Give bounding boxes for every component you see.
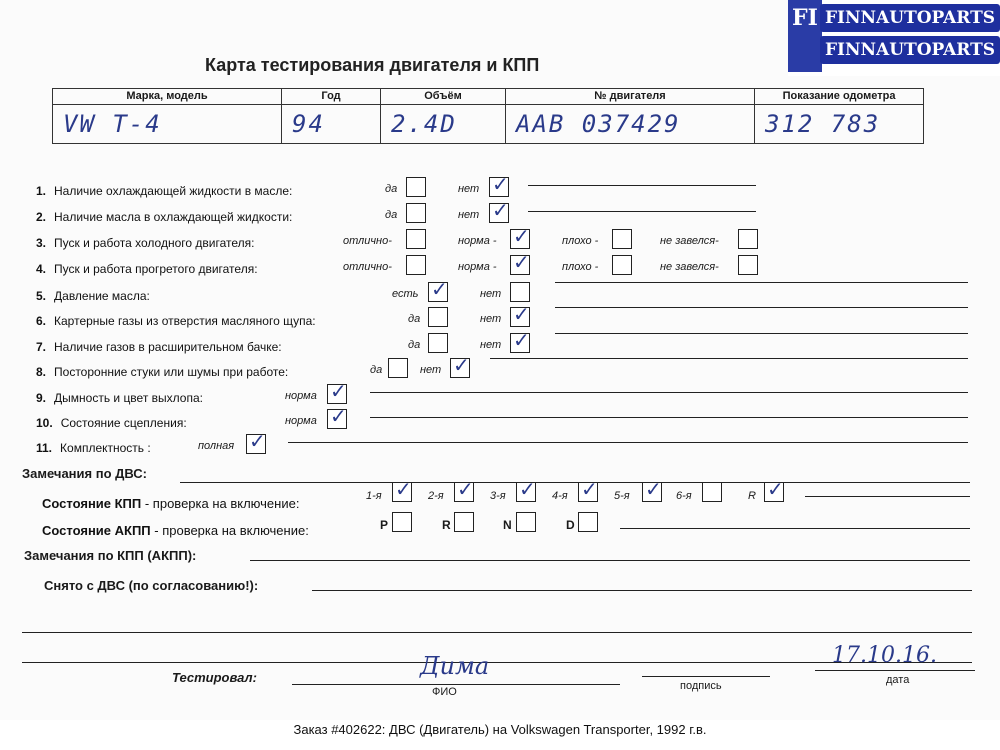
gear-checkbox[interactable]: [454, 477, 474, 502]
order-caption: Заказ #402622: ДВС (Двигатель) на Volkswagen Transporter, 1992 г.в.: [293, 722, 707, 737]
option-label: нет: [480, 288, 502, 300]
notes-line: [528, 185, 756, 186]
removed-line-2: [22, 632, 972, 633]
checkmark-icon: ✓: [330, 404, 347, 428]
row-text: Комплектность :: [60, 441, 151, 455]
gear-checkbox[interactable]: [392, 477, 412, 502]
form-title: Карта тестирования двигателя и КПП: [205, 55, 540, 75]
checklist-row-label: [36, 289, 150, 303]
row-text: Дымность и цвет выхлопа:: [54, 391, 203, 405]
option-checkbox[interactable]: [738, 255, 758, 275]
row-number: 10.: [36, 416, 53, 430]
notes-line: [555, 307, 968, 308]
value-odometer: 312 783: [755, 105, 924, 144]
gearbox-label-bold: Состояние КПП: [42, 496, 142, 511]
remarks-engine-line: [180, 482, 970, 483]
gearbox-line: [805, 496, 970, 497]
option-label: плохо -: [562, 261, 599, 273]
logo-tag-top: FINNAUTOPARTS: [820, 4, 1000, 32]
option-label: норма: [285, 390, 317, 402]
removed-line-1: [312, 590, 972, 591]
logo-tag-bottom: FINNAUTOPARTS: [820, 36, 1000, 64]
checklist-row-label: [36, 416, 187, 430]
checkmark-icon: ✓: [249, 429, 266, 453]
option-label: полная: [198, 440, 235, 452]
auto-gearbox-label-bold: Состояние АКПП: [42, 523, 151, 538]
tested-by-label: Тестировал:: [172, 670, 257, 685]
removed-label: Снято с ДВС (по согласованию!):: [44, 578, 259, 593]
col-volume: Объём: [381, 89, 506, 105]
option-checkbox[interactable]: [450, 353, 470, 378]
option-label: да: [408, 339, 421, 351]
col-make-model: Марка, модель: [53, 89, 282, 105]
row-number: 6.: [36, 314, 47, 328]
gear-label: R: [748, 490, 756, 502]
option-label: отлично-: [343, 235, 392, 247]
option-checkbox[interactable]: [738, 229, 758, 249]
option-checkbox[interactable]: [510, 282, 530, 302]
option-checkbox[interactable]: [489, 172, 509, 197]
gear-label: 4-я: [552, 490, 568, 502]
option-checkbox[interactable]: [510, 328, 530, 353]
value-year: 94: [282, 105, 381, 144]
option-checkbox[interactable]: [246, 429, 266, 454]
auto-gearbox-line: [620, 528, 970, 529]
option-checkbox[interactable]: [510, 302, 530, 327]
date-caption: дата: [886, 674, 910, 686]
option-label: да: [370, 364, 383, 376]
notes-line: [555, 282, 968, 283]
removed-line-3: [22, 662, 972, 663]
tester-name-value: Дима: [420, 652, 490, 680]
checklist-row-label: [36, 365, 288, 379]
finnautoparts-logo: [788, 0, 1000, 76]
name-line: [292, 684, 620, 685]
notes-line: [528, 211, 756, 212]
remarks-gearbox-label: Замечания по КПП (АКПП):: [24, 548, 197, 563]
vehicle-header-table: [52, 88, 924, 144]
option-label: не завелся-: [660, 261, 719, 273]
option-checkbox[interactable]: [428, 307, 448, 327]
gear-label: 1-я: [366, 490, 382, 502]
date-value: 17.10.16.: [832, 643, 937, 668]
akpp-position-label: N: [503, 518, 512, 532]
remarks-engine-label: Замечания по ДВС:: [22, 466, 147, 481]
fio-caption: ФИО: [432, 686, 457, 698]
gear-label: 2-я: [428, 490, 444, 502]
auto-gearbox-label: [42, 523, 309, 538]
option-checkbox[interactable]: [428, 333, 448, 353]
gear-checkbox[interactable]: [516, 477, 536, 502]
option-label: да: [385, 209, 398, 221]
row-text: Наличие газов в расширительном бачке:: [54, 340, 282, 354]
option-label: норма: [285, 415, 317, 427]
checklist-row-label: [36, 314, 316, 328]
option-checkbox[interactable]: [510, 224, 530, 249]
row-text: Посторонние стуки или шумы при работе:: [54, 365, 289, 379]
option-label: нет: [480, 339, 502, 351]
row-text: Пуск и работа холодного двигателя:: [54, 236, 255, 250]
option-label: нет: [458, 209, 480, 221]
col-engine-number: № двигателя: [506, 89, 755, 105]
col-odometer: Показание одометра: [755, 89, 924, 105]
akpp-position-label: D: [566, 518, 575, 532]
row-number: 7.: [36, 340, 47, 354]
gearbox-label: [42, 496, 299, 511]
gear-checkbox[interactable]: [642, 477, 662, 502]
checkmark-icon: ✓: [519, 477, 536, 501]
checkmark-icon: ✓: [431, 277, 448, 301]
checklist-row-label: [36, 236, 254, 250]
row-number: 4.: [36, 262, 47, 276]
checkmark-icon: ✓: [492, 172, 509, 196]
logo-stub: FI: [788, 0, 822, 72]
notes-line: [490, 358, 968, 359]
option-checkbox[interactable]: [612, 255, 632, 275]
option-checkbox[interactable]: [510, 250, 530, 275]
option-label: плохо -: [562, 235, 599, 247]
notes-line: [555, 333, 968, 334]
notes-line: [370, 417, 968, 418]
checkmark-icon: ✓: [513, 250, 530, 274]
row-text: Состояние сцепления:: [60, 416, 187, 430]
checklist-row-label: [36, 262, 258, 276]
col-year: Год: [282, 89, 381, 105]
value-engine-number: AAB 037429: [506, 105, 755, 144]
option-checkbox[interactable]: [428, 277, 448, 302]
checkmark-icon: ✓: [330, 379, 347, 403]
option-checkbox[interactable]: [406, 255, 426, 275]
akpp-checkbox[interactable]: [392, 512, 412, 532]
option-label: отлично-: [343, 261, 392, 273]
option-checkbox[interactable]: [406, 203, 426, 223]
akpp-position-label: P: [380, 518, 389, 532]
akpp-checkbox[interactable]: [516, 512, 536, 532]
value-make-model: VW T-4: [53, 105, 282, 144]
option-label: есть: [392, 288, 419, 300]
row-number: 1.: [36, 184, 47, 198]
checklist-row-label: [36, 210, 292, 224]
checkmark-icon: ✓: [513, 302, 530, 326]
checkmark-icon: ✓: [513, 224, 530, 248]
gear-label: 6-я: [676, 490, 692, 502]
option-checkbox[interactable]: [327, 379, 347, 404]
row-number: 5.: [36, 289, 47, 303]
row-text: Пуск и работа прогретого двигателя:: [54, 262, 258, 276]
row-text: Наличие масла в охлаждающей жидкости:: [54, 210, 293, 224]
option-checkbox[interactable]: [327, 404, 347, 429]
option-label: нет: [420, 364, 442, 376]
checkmark-icon: ✓: [395, 477, 412, 501]
gear-checkbox[interactable]: [764, 477, 784, 502]
gear-label: 5-я: [614, 490, 630, 502]
row-text: Картерные газы из отверстия масляного щупа:: [54, 314, 316, 328]
checkmark-icon: ✓: [453, 353, 470, 377]
signature-caption: подпись: [680, 680, 722, 692]
option-checkbox[interactable]: [612, 229, 632, 249]
akpp-position-label: R: [442, 518, 451, 532]
gear-checkbox[interactable]: [578, 477, 598, 502]
option-label: норма -: [458, 235, 497, 247]
value-volume: 2.4D: [381, 105, 506, 144]
option-label: норма -: [458, 261, 497, 273]
checklist-row-label: [36, 441, 151, 455]
checklist-row-label: [36, 184, 292, 198]
checkmark-icon: ✓: [581, 477, 598, 501]
remarks-gearbox-line: [250, 560, 970, 561]
checkmark-icon: ✓: [513, 328, 530, 352]
option-checkbox[interactable]: [406, 229, 426, 249]
gear-checkbox[interactable]: [702, 482, 722, 502]
checkmark-icon: ✓: [457, 477, 474, 501]
gearbox-label-rest: - проверка на включение:: [141, 496, 300, 511]
option-checkbox[interactable]: [489, 198, 509, 223]
row-number: 8.: [36, 365, 47, 379]
checklist-row-label: [36, 340, 282, 354]
row-text: Наличие охлаждающей жидкости в масле:: [54, 184, 293, 198]
option-checkbox[interactable]: [406, 177, 426, 197]
checklist-row-label: [36, 391, 203, 405]
auto-gearbox-label-rest: - проверка на включение:: [150, 523, 309, 538]
date-line: [815, 670, 975, 671]
akpp-checkbox[interactable]: [578, 512, 598, 532]
row-number: 11.: [36, 441, 53, 455]
gear-label: 3-я: [490, 490, 506, 502]
row-number: 9.: [36, 391, 47, 405]
option-label: нет: [480, 313, 502, 325]
notes-line: [288, 442, 968, 443]
signature-line: [642, 676, 770, 677]
row-number: 2.: [36, 210, 47, 224]
checkmark-icon: ✓: [645, 477, 662, 501]
checkmark-icon: ✓: [492, 198, 509, 222]
option-checkbox[interactable]: [388, 358, 408, 378]
option-label: да: [385, 183, 398, 195]
option-label: нет: [458, 183, 480, 195]
row-text: Давление масла:: [54, 289, 150, 303]
akpp-checkbox[interactable]: [454, 512, 474, 532]
notes-line: [370, 392, 968, 393]
row-number: 3.: [36, 236, 47, 250]
checkmark-icon: ✓: [767, 477, 784, 501]
option-label: да: [408, 313, 421, 325]
option-label: не завелся-: [660, 235, 719, 247]
